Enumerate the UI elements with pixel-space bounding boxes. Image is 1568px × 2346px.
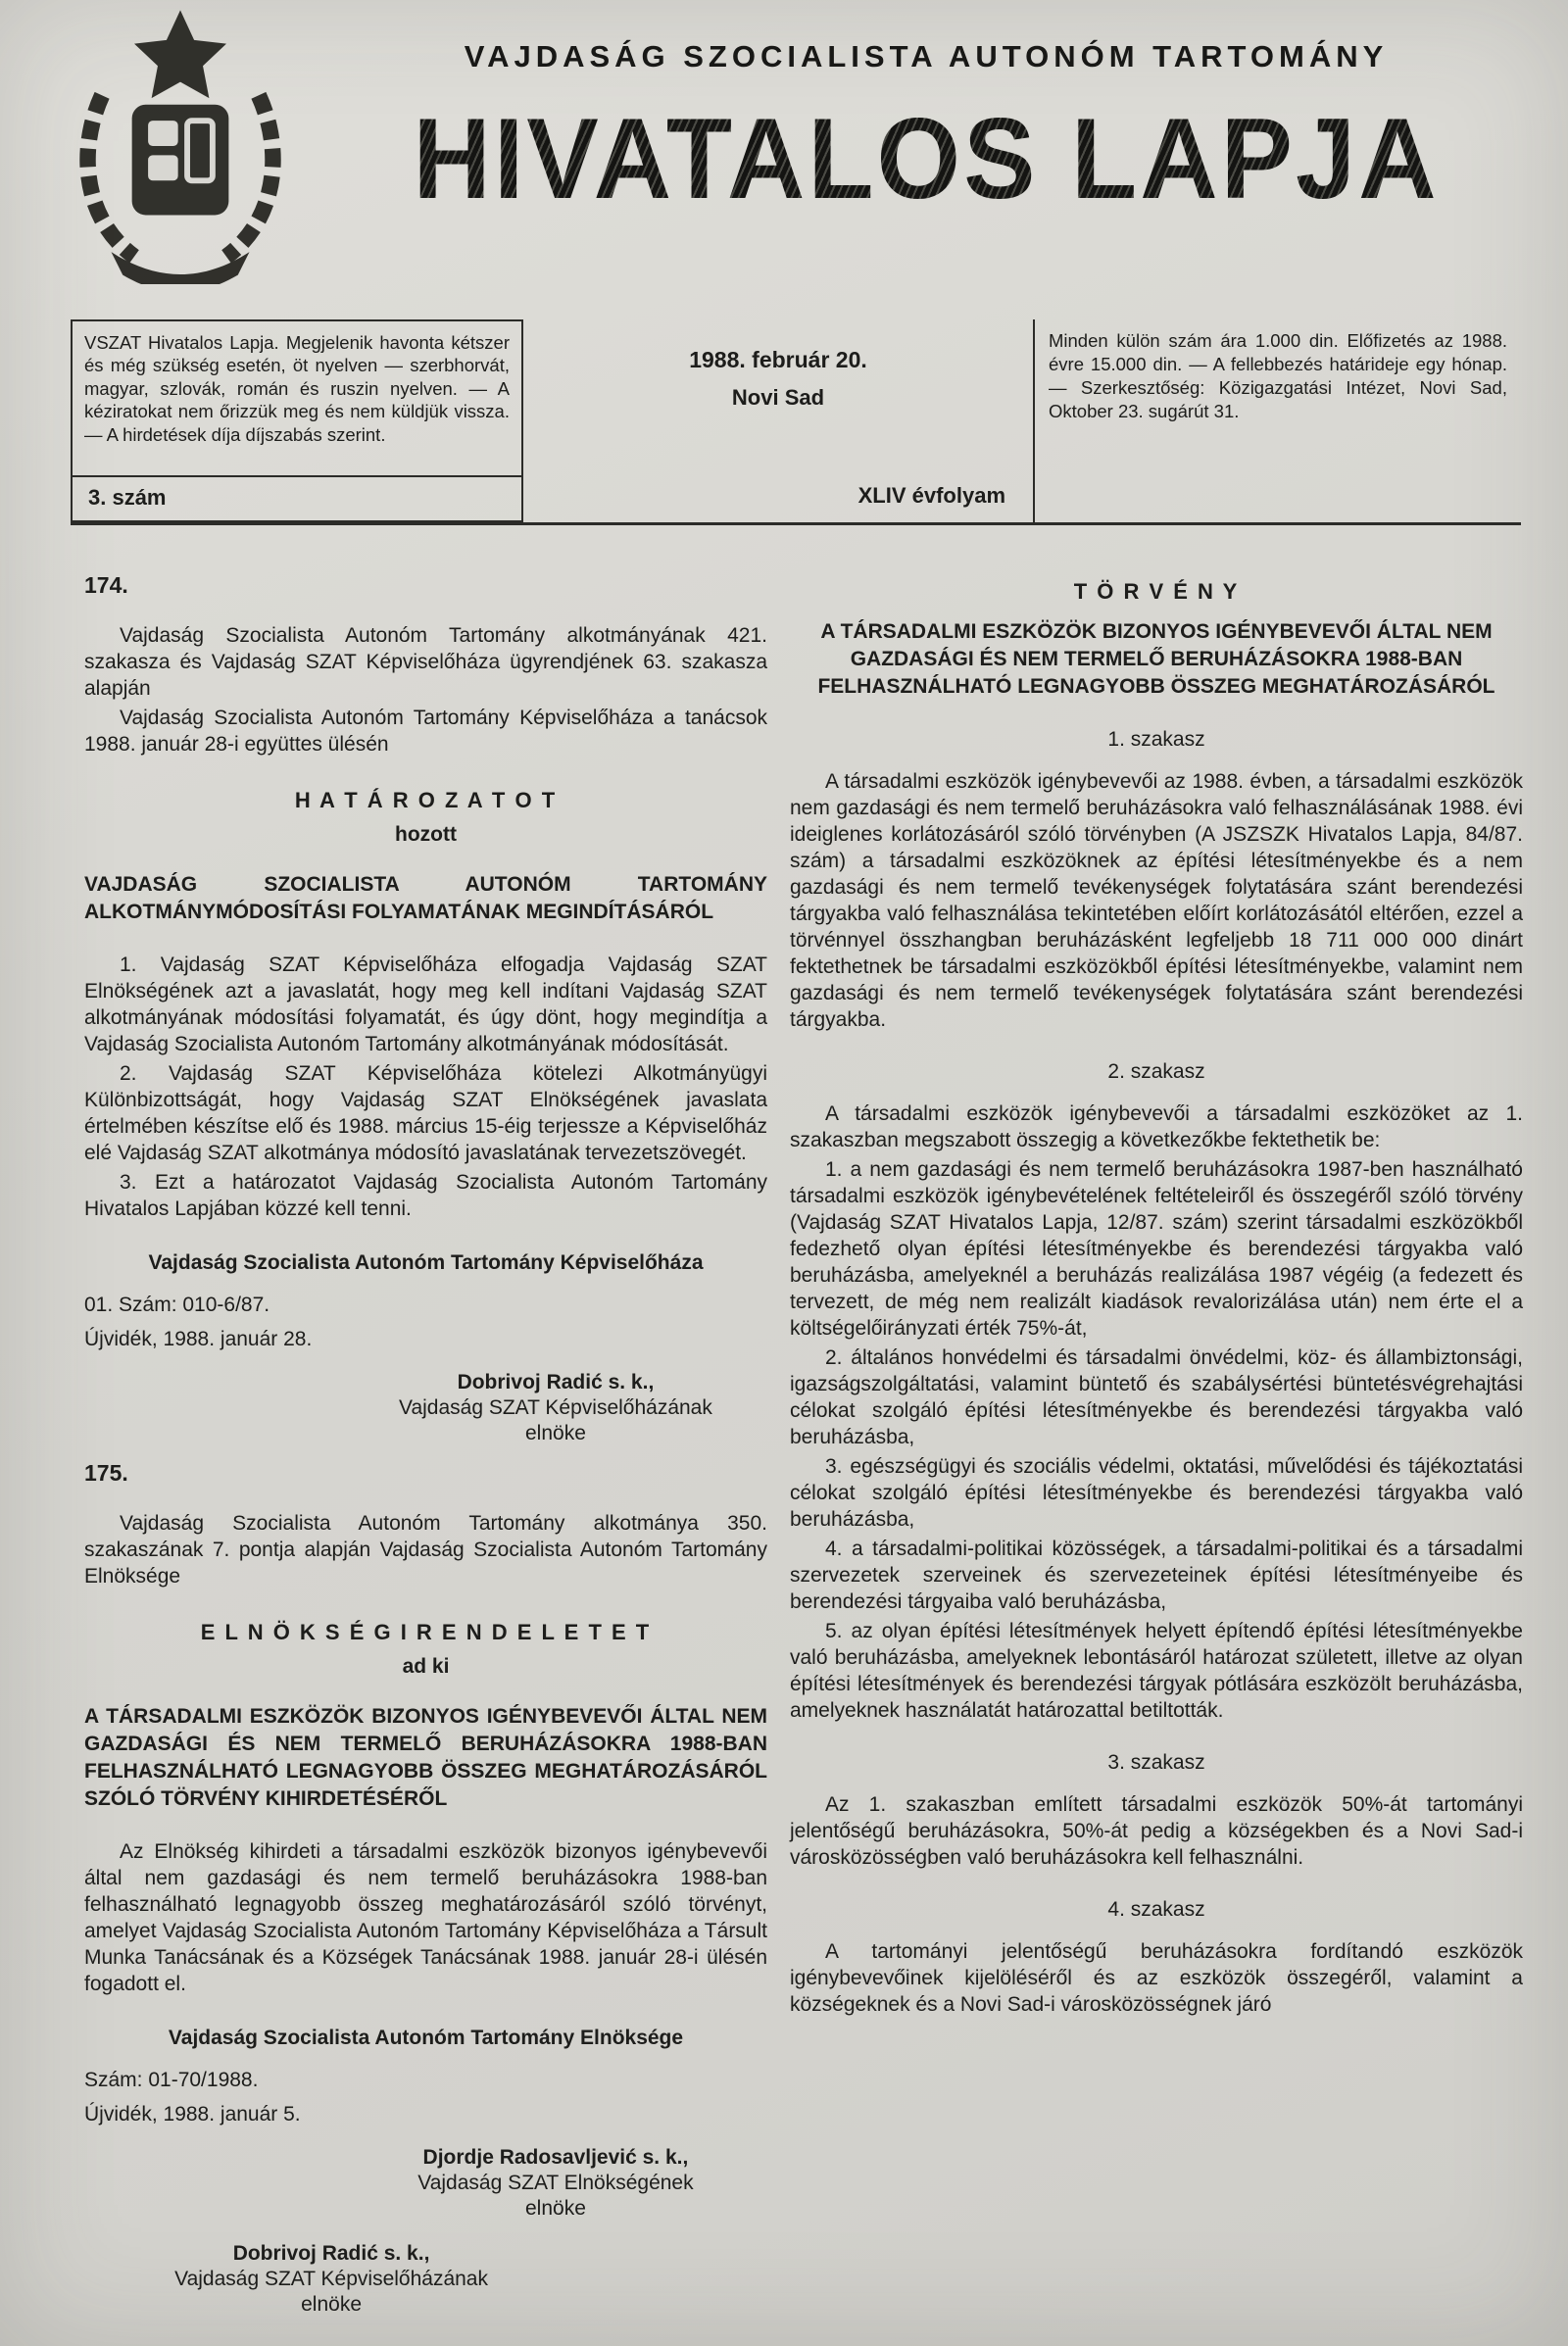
signature-block [344,1370,767,1446]
paragraph: A társadalmi eszközök igénybevevői a társadalmi eszközöket az 1. szakaszban megszabott összegig a következőkbe fektethetik be: [790,1102,1523,1151]
paragraph: Az Elnökség kihirdeti a társadalmi eszközök bizonyos igénybevevői által nem gazdasági és nem termelő beruházásokra 1988-ban felhasználható legnagyobb összeg meghatározásáról szóló törvényt, amelyet Vajdaság Szocialista Autonóm Tartomány Képviselőháza a Társult Munka Tanácsának és a Községek Tanácsának 1988. január 28-i ülésén fogadott el. [84,1840,767,1995]
numbered-item: 2. általános honvédelmi és társadalmi önvédelmi, köz- és állambiztonsági, igazságszolgáltatási, valamint büntető és szabálysértési büntetésvégrehajtási célokat szolgáló építési létesítményekbe és berendezési tárgyakba való beruházásba, [790,1346,1523,1448]
numbered-item: 4. a társadalmi-politikai közösségek, a társadalmi-politikai és a társadalmi szervezetek szerveinek és szervezeteinek építési létesítményeibe és berendezési tárgyaiba való beruházásba, [790,1538,1523,1613]
act-heading-rendelet: E L N Ö K S É G I R E N D E L E T E T [200,1620,652,1644]
act-verb: ad ki [402,1655,450,1678]
issue-city: Novi Sad [731,385,825,410]
signer-name: Dobrivoj Radić s. k., [457,1371,655,1393]
reference-number: 01. Szám: 010-6/87. [84,1294,270,1316]
right-column [790,568,1523,2021]
section-heading: 2. szakasz [1107,1060,1205,1083]
infobar-left-cell [71,319,523,522]
paragraph: A tartományi jelentőségű beruházásokra fordítandó eszközök igénybevevőinek kijelöléséről és az eszközök összegéről, valamint a községeknek és a Novi Sad-i városközösségnek járó [790,1940,1523,2016]
issuing-org: Vajdaság Szocialista Autonóm Tartomány Elnöksége [168,2027,684,2049]
paragraph: Vajdaság Szocialista Autonóm Tartomány alkotmányának 421. szakasza és Vajdaság SZAT Képviselőháza ügyrendjének 63. szakasza alapján [84,624,767,700]
signer-name: Dobrivoj Radić s. k., [232,2242,430,2265]
signature-block [344,2145,767,2222]
coat-of-arms-icon [57,8,304,284]
signer-name: Djordje Radosavljević s. k., [422,2146,689,2169]
reference-number: Szám: 01-70/1988. [84,2069,259,2091]
region-title: VAJDASÁG SZOCIALISTA AUTONÓM TARTOMÁNY [464,39,1389,73]
numbered-item: 3. Ezt a határozatot Vajdaság Szocialista Autonóm Tartomány Hivatalos Lapjában közzé kell tenni. [84,1171,767,1220]
signer-title: elnöke [301,2293,362,2316]
subscription-notice: Minden külön szám ára 1.000 din. Előfizetés az 1988. évre 15.000 din. — A fellebbezés határideje egy hónap. — Szerkesztőség: Közigazgatási Intézet, Novi Sad, Oktober 23. sugárút 31. [1049,330,1507,422]
paragraph: Vajdaság Szocialista Autonóm Tartomány Képviselőháza a tanácsok 1988. január 28-i együttes ülésén [84,707,767,756]
law-title: A TÁRSADALMI ESZKÖZÖK BIZONYOS IGÉNYBEVEVŐI ÁLTAL NEM GAZDASÁGI ÉS NEM TERMELŐ BERUHÁZÁSOKRA 1988-BAN FELHASZNÁLHATÓ LEGNAGYOBB ÖSSZEG MEGHATÁROZÁSÁRÓL [817,620,1495,698]
gazette-title: HIVATALOS LAPJA [323,94,1529,225]
signer-title: elnöke [524,2197,586,2220]
numbered-item: 1. a nem gazdasági és nem termelő beruházásokra 1987-ben használható társadalmi eszközök igénybevételének feltételeiről és összegéről szóló törvény (Vajdaság SZAT Hivatalos Lapja, 12/87. szám) szerint társadalmi eszközökből fedezhető olyan építési létesítményekbe és berendezési tárgyakba való beruházásba, amelyeknél a beruházás realizálása 1987 végéig (a fedezett és tervezett, de még nem realizált kiadások revalorizálása után) nem érte el a költségelőirányzati érték 75%-át, [790,1158,1523,1340]
article-number-175: 175. [84,1460,128,1486]
volume-label: XLIV évfolyam [858,483,1005,508]
issuing-org: Vajdaság Szocialista Autonóm Tartomány Képviselőháza [148,1251,704,1274]
numbered-item: 5. az olyan építési létesítmények helyett építendő építési létesítményekbe való beruházásba, amelyeknek lebontásáról határozat született, illetve az olyan építési létesítmények és berendezési tárgyak pótlására eszközölt beruházásba, amelyeknek használatát határozattal betiltották. [790,1620,1523,1722]
infobar-right-cell [1033,319,1521,522]
numbered-item: 2. Vajdaság SZAT Képviselőháza kötelezi Alkotmányügyi Különbizottságát, hogy Vajdaság SZAT Elnökségének javaslata értelmében készítse elő és 1988. március 15-éig terjessze a Képviselőház elé Vajdaság SZAT alkotmánya módosító javaslatának tervezetszövegét. [84,1062,767,1164]
act-verb: hozott [395,823,457,846]
act-heading-hatarozat: H A T Á R O Z A T O T [294,788,558,812]
section-heading: 3. szakasz [1107,1751,1205,1774]
section-heading: 1. szakasz [1107,728,1205,751]
numbered-item: 3. egészségügyi és szociális védelmi, oktatási, művelődési és tájékoztatási célokat szolgáló építési létesítményekbe és berendezési tárgyakba való beruházásba, [790,1455,1523,1531]
paragraph: A társadalmi eszközök igénybevevői az 1988. évben, a társadalmi eszközök nem gazdasági és nem termelő beruházásokra való felhasználásának 1988. évi ideiglenes korlátozásáról szóló törvényben (A JSZSZK Hivatalos Lapja, 84/87. szám) a társadalmi eszközöknek az építési létesítményekbe és a nem gazdasági és nem termelő tevékenységek folytatására szánt berendezési tárgyakba való felhasználása tekintetében előírt korlátozásától eltérően, ezzel a törvénnyel összhangban beruházásként legfeljebb 18 711 000 000 dinárt fektethetnek be társadalmi eszközökből építési létesítményekbe, valamint nem gazdasági és nem termelő tevékenységek folytatására szánt berendezési tárgyakba. [790,770,1523,1031]
left-column [84,568,767,2329]
signer-title: Vajdaság SZAT Elnökségének [417,2172,694,2194]
place-date: Újvidék, 1988. január 5. [84,2103,301,2126]
law-heading: T Ö R V É N Y [1073,579,1240,604]
paragraph: Vajdaság Szocialista Autonóm Tartomány alkotmánya 350. szakaszának 7. pontja alapján Vajdaság Szocialista Autonóm Tartomány Elnöksége [84,1512,767,1588]
act-title: VAJDASÁG SZOCIALISTA AUTONÓM TARTOMÁNY ALKOTMÁNYMÓDOSÍTÁSI FOLYAMATÁNAK MEGINDÍTÁSÁRÓL [84,873,767,923]
act-title: A TÁRSADALMI ESZKÖZÖK BIZONYOS IGÉNYBEVEVŐI ÁLTAL NEM GAZDASÁGI ÉS NEM TERMELŐ BERUHÁZÁSOKRA 1988-BAN FELHASZNÁLHATÓ LEGNAGYOBB ÖSSZEG MEGHATÁROZÁSÁRÓL SZÓLÓ TÖRVÉNY KIHIRDETÉSÉRŐL [84,1705,767,1810]
signer-title: Vajdaság SZAT Képviselőházának [399,1396,712,1419]
issue-date: 1988. február 20. [689,347,867,372]
publication-notice: VSZAT Hivatalos Lapja. Megjelenik havonta kétszer és még szükség esetén, öt nyelven — szerbhorvát, magyar, szlovák, román és ruszin nyelven. — A kéziratokat nem őrizzük meg és nem küldjük vissza. — A hirdetések díja díjszabás szerint. [84,332,510,445]
article-number-174: 174. [84,572,128,598]
place-date: Újvidék, 1988. január 28. [84,1328,313,1350]
signature-block [120,2241,543,2318]
section-heading: 4. szakasz [1107,1898,1205,1921]
signer-title: Vajdaság SZAT Képviselőházának [174,2268,488,2290]
numbered-item: 1. Vajdaság SZAT Képviselőháza elfogadja Vajdaság SZAT Elnökségének azt a javaslatát, hogy meg kell indítani Vajdaság SZAT alkotmányának módosítási folyamatát, és úgy dönt, hogy megindítja a Vajdaság Szocialista Autonóm Tartomány alkotmányának módosítását. [84,953,767,1055]
paragraph: Az 1. szakaszban említett társadalmi eszközök 50%-át tartományi jelentőségű beruházásokra, 50%-át pedig a községekben és a Novi Sad-i városközösségben való beruházásokra kell felhasználni. [790,1793,1523,1869]
issue-number: 3. szám [73,475,521,520]
signer-title: elnöke [524,1422,586,1444]
infobar-middle-cell [523,319,1033,522]
infobar [71,319,1521,525]
